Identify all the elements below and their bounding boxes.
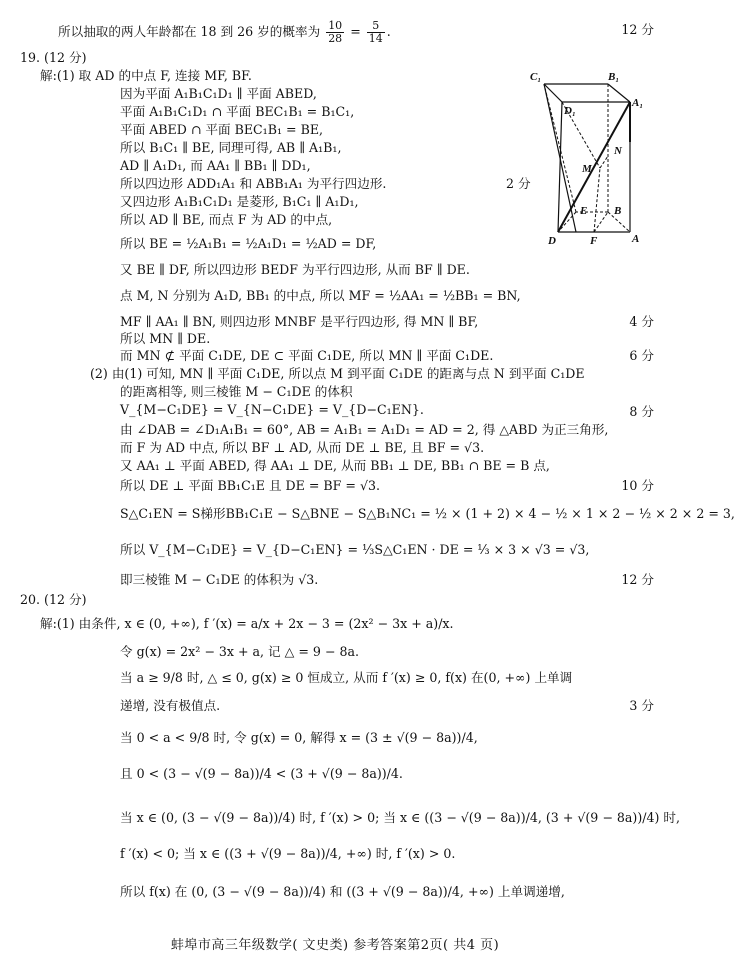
q19-plane-line: 而 MN ⊄ 平面 C₁DE, DE ⊂ 平面 C₁DE, 所以 MN ∥ 平面 C₁DE.	[120, 348, 494, 363]
q20-case1-line: 当 a ≥ 9/8 时, △ ≤ 0, g(x) ≥ 0 恒成立, 从而 f ′(x) ≥ 0, f(x) 在(0, +∞) 上单调	[120, 670, 573, 685]
q20-header: 20. (12 分)	[20, 592, 87, 607]
q19-line-0: 解:(1) 取 AD 的中点 F, 连接 MF, BF.	[40, 68, 252, 83]
page-footer: 蚌埠市高三年级数学( 文史类) 参考答案第2页( 共4 页)	[170, 938, 500, 953]
score-8: 8 分	[629, 404, 654, 419]
prev-text: 所以抽取的两人年龄都在 18 到 26 岁的概率为	[58, 24, 321, 39]
q19-line-7: 又四边形 A₁B₁C₁D₁ 是菱形, B₁C₁ ∥ A₁D₁,	[120, 194, 359, 209]
q19-line-8: 所以 AD ∥ BE, 而点 F 为 AD 的中点,	[120, 212, 333, 227]
label-a: A	[632, 233, 640, 245]
q19-line-2: 平面 A₁B₁C₁D₁ ∩ 平面 BEC₁B₁ = B₁C₁,	[120, 104, 355, 119]
q20-int1-line: 当 x ∈ (0, (3 − √(9 − 8a))/4) 时, f ′(x) > 0; 当 x ∈ ((3 − √(9 − 8a))/4, (3 + √(9 − 8a))/4) 时,	[120, 810, 680, 825]
label-b: B	[614, 205, 622, 217]
fraction-10-28: $\frac{10}{28}$	[328, 19, 343, 45]
q20-mono-line: 所以 f(x) 在 (0, (3 − √(9 − 8a))/4) 和 ((3 + √(9 − 8a))/4, +∞) 上单调递增,	[120, 884, 565, 899]
q19-header: 19. (12 分)	[20, 50, 87, 65]
score-prev-12: 12 分	[621, 22, 654, 37]
label-a1: A₁	[632, 97, 644, 109]
q19-de-line: 所以 DE ⊥ 平面 BB₁C₁E 且 DE = BF = √3.	[120, 478, 380, 493]
q19-part2-line1: (2) 由(1) 可知, MN ∥ 平面 C₁DE, 所以点 M 到平面 C₁DE 的距离与点 N 到平面 C₁DE	[90, 366, 585, 381]
q19-mnde-line: 所以 MN ∥ DE.	[120, 331, 211, 346]
q20-int2-line: f ′(x) < 0; 当 x ∈ ((3 + √(9 − 8a))/4, +∞) 时, f ′(x) > 0.	[120, 846, 456, 861]
q19-line-4: 所以 B₁C₁ ∥ BE, 同理可得, AB ∥ A₁B₁,	[120, 140, 342, 155]
label-d1: D₁	[564, 105, 576, 117]
label-b1: B₁	[608, 71, 620, 83]
q20-case1-line2: 递增, 没有极值点.	[120, 698, 221, 713]
q19-be-line: 所以 BE = ½A₁B₁ = ½A₁D₁ = ½AD = DF,	[120, 236, 377, 251]
label-n: N	[614, 145, 622, 157]
q19-line-5: AD ∥ A₁D₁, 而 AA₁ ∥ BB₁ ∥ DD₁,	[120, 158, 311, 173]
q19-line-1: 因为平面 A₁B₁C₁D₁ ∥ 平面 ABED,	[120, 86, 317, 101]
q20-ineq-line: 且 0 < (3 − √(9 − 8a))/4 < (3 + √(9 − 8a))/4.	[120, 766, 403, 781]
q19-area-line: S△C₁EN = S梯形BB₁C₁E − S△BNE − S△B₁NC₁ = ½ × (1 + 2) × 4 − ½ × 1 × 2 − ½ × 2 × 2 = 3,	[120, 506, 735, 521]
q19-final-line: 即三棱锥 M − C₁DE 的体积为 √3.	[120, 572, 319, 587]
score-12: 12 分	[621, 572, 654, 587]
score-10: 10 分	[621, 478, 654, 493]
prev-probability-line	[58, 20, 391, 45]
q19-part2-line2: 的距离相等, 则三棱锥 M − C₁DE 的体积	[120, 384, 353, 399]
equals-sign: =	[350, 24, 361, 39]
q20-g-line: 令 g(x) = 2x² − 3x + a, 记 △ = 9 − 8a.	[120, 644, 359, 659]
score-2: 2 分	[506, 176, 531, 191]
label-d: D	[548, 235, 556, 247]
q19-angle-line: 由 ∠DAB = ∠D₁A₁B₁ = 60°, AB = A₁B₁ = A₁D₁ = AD = 2, 得 △ABD 为正三角形,	[120, 422, 609, 437]
score-6: 6 分	[629, 348, 654, 363]
q19-v-line: 所以 V_{M−C₁DE} = V_{D−C₁EN} = ⅓S△C₁EN · DE = ⅓ × 3 × √3 = √3,	[120, 542, 590, 557]
score-4: 4 分	[629, 314, 654, 329]
prism-figure	[528, 66, 660, 248]
label-c1: C₁	[530, 71, 542, 83]
q20-deriv-line: 解:(1) 由条件, x ∈ (0, +∞), f ′(x) = a/x + 2x − 3 = (2x² − 3x + a)/x.	[40, 616, 454, 631]
period: .	[386, 24, 391, 39]
fraction-5-14: $\frac{5}{14}$	[368, 19, 383, 45]
q19-mnbf-line: MF ∥ AA₁ ∥ BN, 则四边形 MNBF 是平行四边形, 得 MN ∥ BF,	[120, 314, 479, 329]
label-m: M	[582, 163, 592, 175]
label-f: F	[590, 235, 598, 247]
q19-aa-line: 又 AA₁ ⊥ 平面 ABED, 得 AA₁ ⊥ DE, 从而 BB₁ ⊥ DE, BB₁ ∩ BE = B 点,	[120, 458, 550, 473]
label-e: E	[580, 205, 588, 217]
q19-line-6: 所以四边形 ADD₁A₁ 和 ABB₁A₁ 为平行四边形.	[120, 176, 387, 191]
score-3: 3 分	[629, 698, 654, 713]
q19-mn-line: 点 M, N 分别为 A₁D, BB₁ 的中点, 所以 MF = ½AA₁ = ½BB₁ = BN,	[120, 288, 521, 303]
q20-case2-line: 当 0 < a < 9/8 时, 令 g(x) = 0, 解得 x = (3 ± √(9 − 8a))/4,	[120, 730, 478, 745]
q19-volume-line: V_{M−C₁DE} = V_{N−C₁DE} = V_{D−C₁EN}.	[120, 402, 424, 417]
q19-bf-line: 而 F 为 AD 中点, 所以 BF ⊥ AD, 从而 DE ⊥ BE, 且 BF = √3.	[120, 440, 485, 455]
q19-line-3: 平面 ABED ∩ 平面 BEC₁B₁ = BE,	[120, 122, 324, 137]
q19-bedf-line: 又 BE ∥ DF, 所以四边形 BEDF 为平行四边形, 从而 BF ∥ DE.	[120, 262, 470, 277]
